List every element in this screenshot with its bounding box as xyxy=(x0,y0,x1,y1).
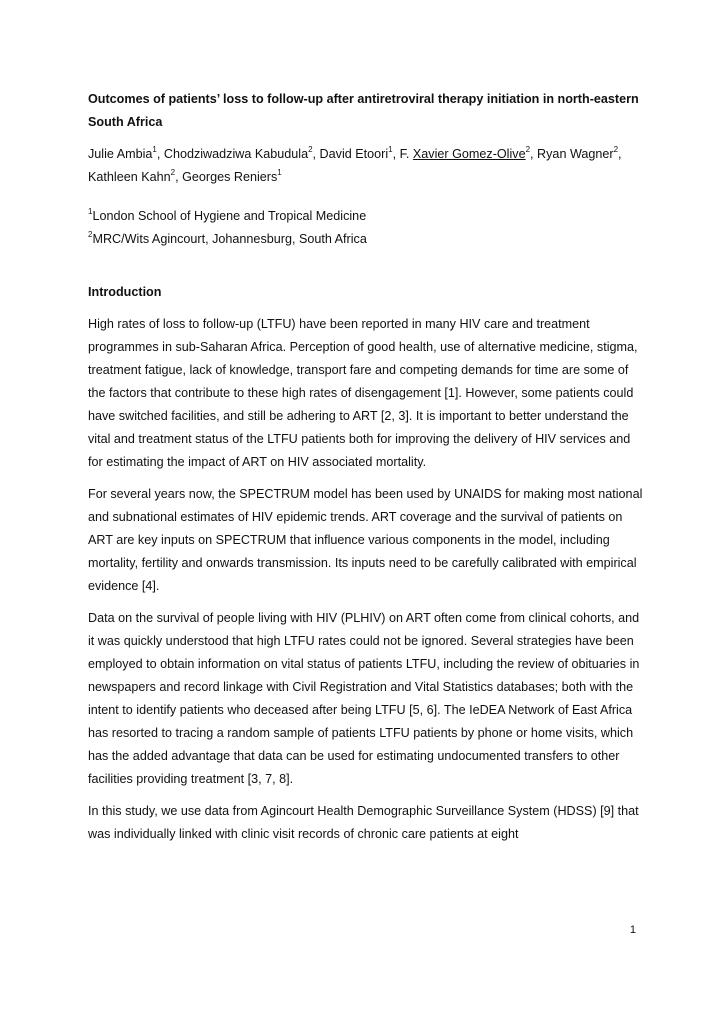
author-separator: , Ryan Wagner xyxy=(530,147,614,161)
author-separator: , Georges Reniers xyxy=(175,170,278,184)
body-paragraph: For several years now, the SPECTRUM model has been used by UNAIDS for making most national and subnational estimates of HIV epidemic trends. ART coverage and the survival of patients on ART are key inputs on SPECTRUM that influence various components in the model, including mortality, fertility and onwards transmission. Its inputs need to be carefully calibrated with empirical evidence [4]. xyxy=(88,487,643,593)
author-affil-sup: 2 xyxy=(613,144,619,154)
author-separator: , Kathleen Kahn xyxy=(88,147,622,184)
body-paragraph: High rates of loss to follow-up (LTFU) have been reported in many HIV care and treatment programmes in sub-Saharan Africa. Perception of good health, use of alternative medicine, stigma, treatment fatigue, lack of knowledge, transport fare and competing demands for time are some of the factors that contribute to these high rates of disengagement [1]. However, some patients could have switched facilities, and still be adhering to ART [2, 3]. It is important to better understand the vital and treatment status of the LTFU patients both for improving the delivery of HIV services and for estimating the impact of ART on HIV associated mortality. xyxy=(88,317,638,469)
affiliation-number: 1 xyxy=(88,206,93,216)
author-separator: , xyxy=(312,147,320,161)
author-affil-sup: 2 xyxy=(170,167,176,177)
affiliation-text: London School of Hygiene and Tropical Medicine xyxy=(92,209,367,223)
affiliation-list xyxy=(88,205,648,251)
author-affil-sup: 2 xyxy=(525,144,531,154)
author-name: Chodziwadziwa Kabudula xyxy=(163,147,309,161)
affiliation-text: MRC/Wits Agincourt, Johannesburg, South Africa xyxy=(92,232,367,246)
author-name: David Etoori xyxy=(319,147,389,161)
affiliation-number: 2 xyxy=(88,229,93,239)
author-name: Julie Ambia xyxy=(88,147,153,161)
author-name: Xavier Gomez-Olive xyxy=(412,147,526,161)
body-paragraph: In this study, we use data from Agincourt Health Demographic Surveillance System (HDSS) [9] that was individually linked with clinic visit records of chronic care patients at eight xyxy=(88,804,639,841)
author-affil-sup: 1 xyxy=(388,144,393,154)
page-content xyxy=(88,88,648,855)
section-heading: Introduction xyxy=(88,285,162,299)
author-list xyxy=(88,143,648,189)
body-paragraph: Data on the survival of people living with HIV (PLHIV) on ART often come from clinical cohorts, and it was quickly understood that high LTFU rates could not be ignored. Several strategies have been employed to obtain information on vital status of patients LTFU, including the review of obituaries in newspapers and record linkage with Civil Registration and Vital Statistics databases; both with the intent to identify patients who deceased after being LTFU [5, 6]. The IeDEA Network of East Africa has resorted to tracing a random sample of patients LTFU patients by phone or home visits, which has the added advantage that data can be used for estimating undocumented transfers to other facilities providing treatment [3, 7, 8]. xyxy=(88,611,640,786)
page-number: 1 xyxy=(629,924,636,936)
author-separator: , F. xyxy=(392,147,413,161)
author-affil-sup: 1 xyxy=(152,144,157,154)
author-affil-sup: 1 xyxy=(277,167,282,177)
paper-title: Outcomes of patients’ loss to follow-up after antiretroviral therapy initiation in north-eastern South Africa xyxy=(88,92,639,129)
affiliation-item xyxy=(88,205,648,228)
author-separator: , xyxy=(156,147,164,161)
affiliation-item xyxy=(88,228,648,251)
author-affil-sup: 2 xyxy=(308,144,313,154)
